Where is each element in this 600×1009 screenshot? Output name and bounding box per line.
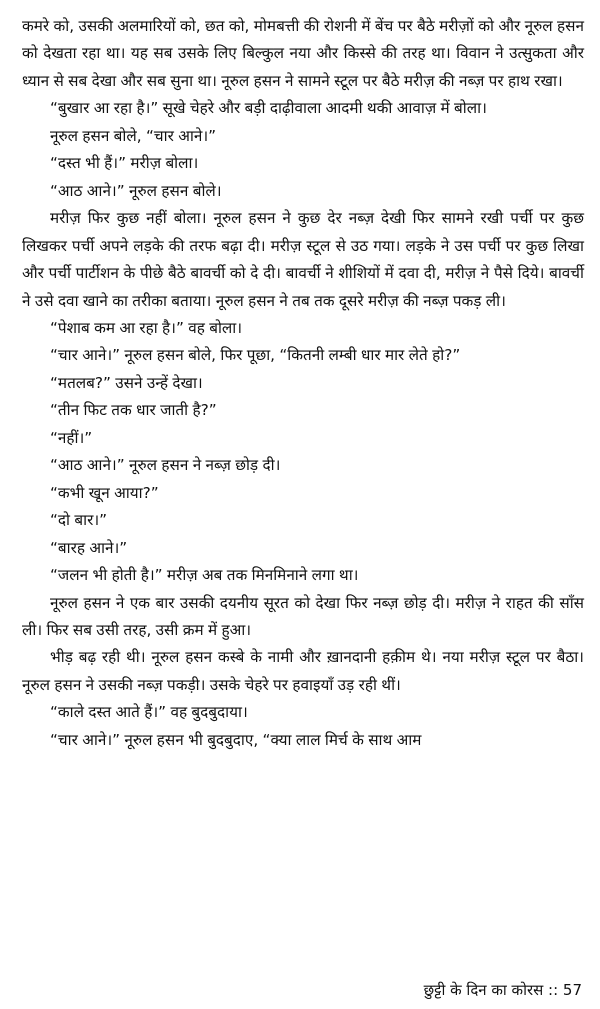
paragraph-11: “नहीं।” [50, 428, 93, 447]
paragraph-7: “पेशाब कम आ रहा है।” वह बोला। [50, 318, 243, 337]
paragraph-10: “तीन फिट तक धार जाती है?” [50, 401, 217, 420]
paragraph-4: “दस्त भी हैं।” मरीज़ बोला। [50, 154, 199, 173]
footer-separator: :: [548, 981, 559, 999]
paragraph-5: “आठ आने।” नूरुल हसन बोले। [50, 181, 222, 200]
page-number: 57 [562, 981, 582, 999]
paragraph-17: नूरुल हसन ने एक बार उसकी दयनीय सूरत को देखा फिर नब्ज़ छोड़ दी। मरीज़ ने राहत की साँस ली। फिर सब उसी तरह, उसी क्रम में हुआ। [22, 593, 584, 639]
paragraph-8: “चार आने।” नूरुल हसन बोले, फिर पूछा, “कितनी लम्बी धार मार लेते हो?” [50, 346, 461, 365]
paragraph-1: कमरे को, उसकी अलमारियों को, छत को, मोमबत्ती की रोशनी में बेंच पर बैठे मरीज़ों को और नूरुल हसन को देखता रहा था। यह सब उसके लिए बिल्कुल नया और किस्से की तरह था। विवान ने उत्सुकता और ध्यान से सब देखा और सब सुना था। नूरुल हसन ने सामने स्टूल पर बैठे मरीज़ की नब्ज़ पर हाथ रखा। [22, 17, 584, 90]
paragraph-19: “काले दस्त आते हैं।” वह बुदबुदाया। [50, 703, 248, 722]
paragraph-13: “कभी खून आया?” [50, 483, 159, 502]
paragraph-20: “चार आने।” नूरुल हसन भी बुदबुदाए, “क्या लाल मिर्च के साथ आम [50, 730, 422, 749]
paragraph-6: मरीज़ फिर कुछ नहीं बोला। नूरुल हसन ने कुछ देर नब्ज़ देखी फिर सामने रखी पर्ची पर कुछ लिखकर पर्ची अपने लड़के की तरफ बढ़ा दी। मरीज़ स्टूल से उठ गया। लड़के ने उस पर्ची पर कुछ लिखा और पर्ची पार्टीशन के पीछे बैठे बावर्ची को दे दी। बावर्ची ने शीशियों में दवा दी, मरीज़ ने पैसे दिये। बावर्ची ने उसे दवा खाने का तरीका बताया। नूरुल हसन ने तब तक दूसरे मरीज़ की नब्ज़ पकड़ ली। [22, 209, 584, 310]
paragraph-18: भीड़ बढ़ रही थी। नूरुल हसन कस्बे के नामी और ख़ानदानी हक़ीम थे। नया मरीज़ स्टूल पर बैठा। नूरुल हसन ने उसकी नब्ज़ पकड़ी। उसके चेहरे पर हवाइयाँ उड़ रही थीं। [22, 648, 584, 694]
paragraph-3: नूरुल हसन बोले, “चार आने।” [50, 126, 217, 145]
body-text [22, 13, 584, 754]
page-footer [424, 980, 582, 1000]
paragraph-15: “बारह आने।” [50, 538, 128, 557]
paragraph-9: “मतलब?” उसने उन्हें देखा। [50, 373, 203, 392]
running-title: छुट्टी के दिन का कोरस [423, 981, 544, 999]
paragraph-2: “बुखार आ रहा है।” सूखे चेहरे और बड़ी दाढ़ीवाला आदमी थकी आवाज़ में बोला। [50, 99, 487, 118]
paragraph-16: “जलन भी होती है।” मरीज़ अब तक मिनमिनाने लगा था। [50, 566, 359, 585]
paragraph-14: “दो बार।” [50, 511, 108, 530]
paragraph-12: “आठ आने।” नूरुल हसन ने नब्ज़ छोड़ दी। [50, 456, 281, 475]
